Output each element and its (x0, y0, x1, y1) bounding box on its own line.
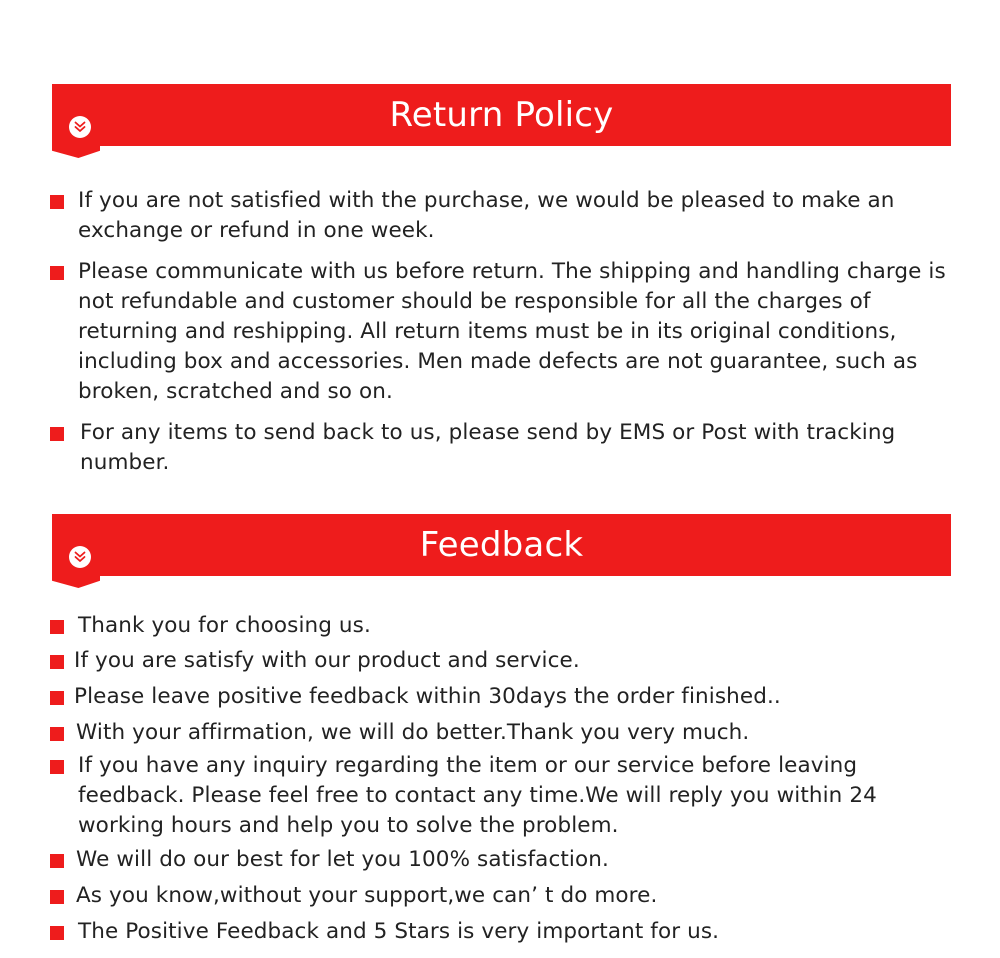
bullet-square (50, 655, 64, 669)
bullet-square (50, 760, 64, 774)
bullet-square (50, 926, 64, 940)
feedback-banner (52, 514, 951, 576)
list-item-text: Please leave positive feedback within 30days the order finished.. (74, 684, 781, 709)
bullet-square (50, 266, 64, 280)
bullet-square (50, 890, 64, 904)
list-item-text: Please communicate with us before return. The shipping and handling charge is not refundable and customer should be responsible for all the charges of returning and reshipping. All return items must be in its original conditions, including box and accessories. Men made defects are not guarantee, such as broken, scratched and so on. (78, 259, 946, 404)
return-policy-banner-tab (52, 146, 100, 158)
feedback-banner-tab (52, 576, 100, 588)
double-chevron-down-icon (68, 115, 92, 139)
list-item-text: If you are not satisfied with the purchase, we would be pleased to make an exchange or refund in one week. (78, 188, 895, 243)
list-item-text: If you have any inquiry regarding the item or our service before leaving feedback. Please feel free to contact any time.We will reply you within 24 working hours and help you to solve the problem. (78, 753, 877, 838)
double-chevron-down-icon (68, 545, 92, 569)
return-policy-title: Return Policy (389, 95, 614, 135)
bullet-square (50, 427, 64, 441)
bullet-square (50, 727, 64, 741)
return-policy-banner (52, 84, 951, 146)
list-item-text: As you know,without your support,we can’ t do more. (76, 883, 658, 908)
list-item-text: If you are satisfy with our product and service. (74, 648, 580, 673)
bullet-square (50, 195, 64, 209)
bullet-square (50, 691, 64, 705)
bullet-square (50, 854, 64, 868)
feedback-title: Feedback (419, 525, 584, 565)
list-item-text: Thank you for choosing us. (78, 613, 371, 638)
list-item-text: The Positive Feedback and 5 Stars is very important for us. (78, 919, 720, 944)
bullet-square (50, 620, 64, 634)
list-item-text: We will do our best for let you 100% satisfaction. (76, 847, 609, 872)
list-item-text: With your affirmation, we will do better.Thank you very much. (76, 720, 750, 745)
list-item-text: For any items to send back to us, please send by EMS or Post with tracking number. (80, 420, 896, 475)
